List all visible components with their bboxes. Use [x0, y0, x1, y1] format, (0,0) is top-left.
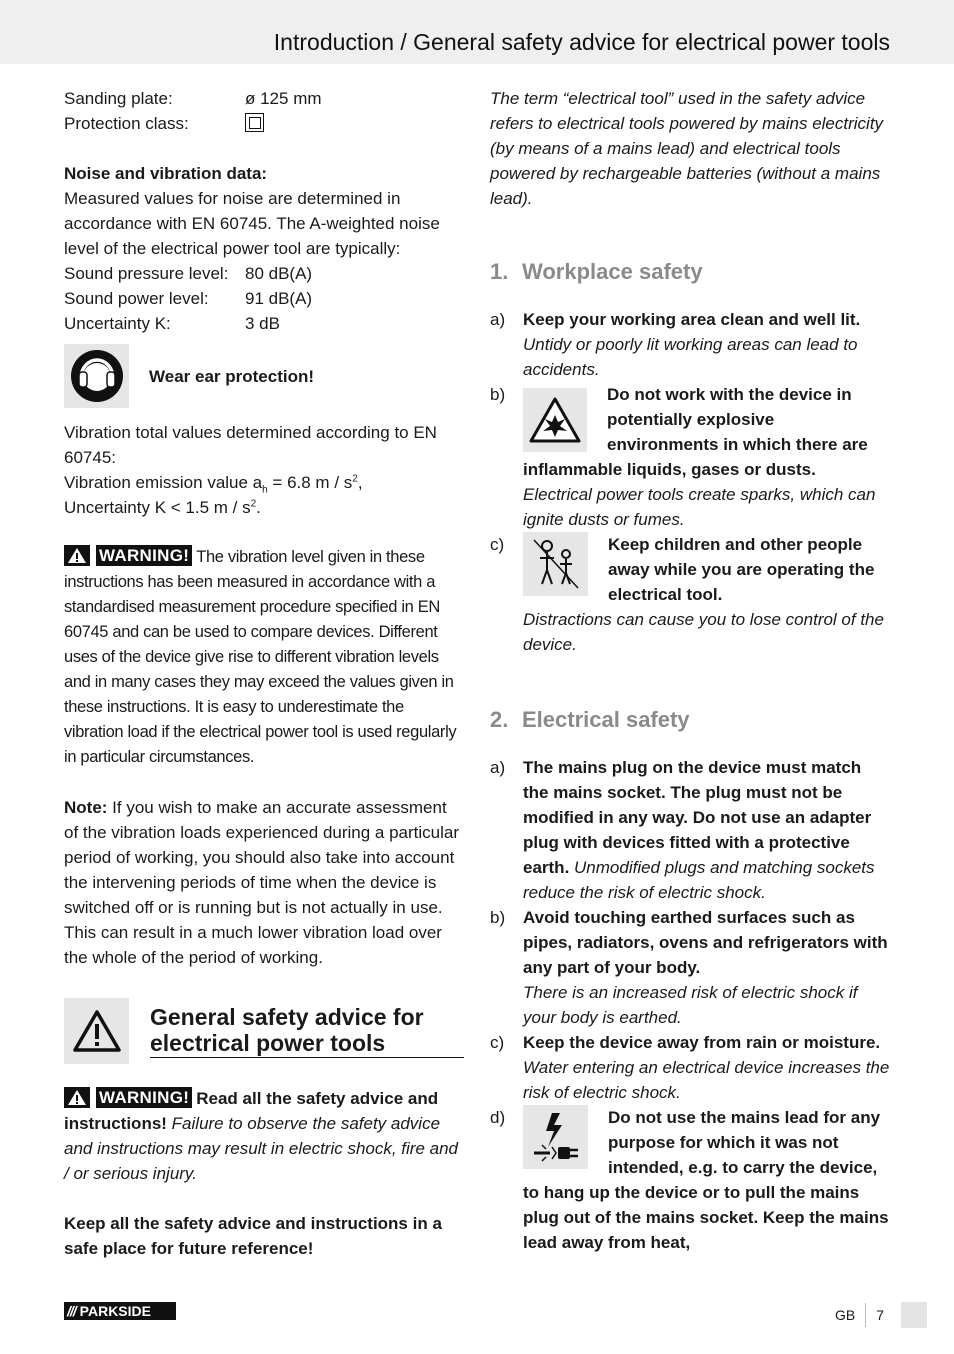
noise-text: Measured values for noise are determined in accordance with EN 60745. The A-weighted noise level of the electrical power tool are typically:	[64, 189, 440, 258]
heading-electrical-safety: 2. Electrical safety	[490, 707, 690, 732]
spec-label: Protection class:	[64, 114, 189, 133]
vibration-emission: Vibration emission value $a_h = 6.8$ m / $s^2$,	[64, 473, 363, 496]
noise-label: Sound power level:	[64, 289, 209, 308]
noise-label: Sound pressure level:	[64, 264, 229, 283]
noise-label: Uncertainty K:	[64, 314, 171, 333]
keep-instructions: Keep all the safety advice and instructions in a safe place for future reference!	[64, 1214, 442, 1258]
noise-value-row	[64, 286, 464, 311]
spec-value: ø 125 mm	[245, 89, 322, 108]
vibration-text: Vibration total values determined according to EN 60745:	[64, 423, 437, 467]
warning-italic-text: Failure to observe the safety advice and instructions may result in electric shock, fire and / or serious injury.	[64, 1114, 459, 1183]
warning-read-instructions	[64, 1086, 464, 1186]
noise-value-row	[64, 261, 464, 286]
warning-bold-text: Read all the safety advice and instructions!	[64, 1089, 439, 1133]
list-item: b) Avoid touching earthed surfaces such as pipes, radiators, ovens and refrigerators with any part of your body. There is an increased risk of electric shock if your body is earthed.	[490, 908, 888, 1027]
language-code: GB	[834, 1307, 856, 1323]
warning-triangle-icon	[64, 998, 129, 1064]
noise-heading: Noise and vibration data:	[64, 164, 268, 183]
parkside-logo: /// PARKSIDE	[64, 1302, 176, 1320]
page-number: 7	[876, 1307, 884, 1323]
section-title: General safety advice for electrical power tools	[150, 1004, 464, 1058]
warning-word: WARNING!	[96, 1087, 192, 1108]
page-header	[0, 0, 954, 64]
list-item: c) Keep children and other people away while you are operating the electrical tool. Distractions can cause you to lose control of the device.	[490, 532, 890, 657]
ear-protection-label: Wear ear protection!	[149, 366, 315, 386]
left-column	[64, 86, 464, 1261]
right-column	[490, 86, 890, 1255]
vibration-uncertainty: Uncertainty K < 1.5 m / $s^2$.	[64, 498, 261, 517]
explosion-hazard-icon	[523, 388, 587, 452]
list-item: a) The mains plug on the device must match the mains socket. The plug must not be modified in any way. Do not use an adapter plug with devices fitted with a protective earth. Unmodified plugs and matching sockets reduce the risk of electric shock.	[490, 758, 875, 902]
section-heading	[64, 998, 464, 1064]
warning-word: WARNING!	[96, 545, 192, 566]
list-item: d) Do not use the mains lead for any purpose for which it was not intended, e.g. to carry the device, to hang up the device or to pull the mains plug out of the mains socket. Keep the mains lead away from heat,	[490, 1105, 890, 1255]
warning-label	[64, 1087, 192, 1108]
ear-protection-icon	[64, 344, 129, 408]
warning-vibration	[64, 545, 464, 770]
list-item: b) Do not work with the device in potentially explosive environments in which there are inflammable liquids, gases or dusts. Electrical power tools create sparks, which can ignite dusts or fumes.	[490, 385, 876, 529]
warning-triangle-icon	[64, 1087, 90, 1108]
footer-divider	[865, 1303, 866, 1327]
spec-label: Sanding plate:	[64, 89, 173, 108]
warning-label	[64, 545, 192, 566]
protection-class-ii-icon	[245, 113, 264, 132]
noise-value-row	[64, 311, 464, 336]
list-item: c) Keep the device away from rain or moisture. Water entering an electrical device increases the risk of electric shock.	[490, 1033, 890, 1102]
warning-triangle-icon	[64, 545, 90, 566]
note-label: Note:	[64, 798, 108, 817]
noise-value: 3 dB	[245, 314, 280, 333]
note-text: If you wish to make an accurate assessment of the vibration loads experienced during a particular period of working, you should also take into account the intervening periods of time when the device is switched off or is running but is not actually in use. This can result in a much lower vibration load over the whole of the period of working.	[64, 798, 460, 967]
list-item: a) Keep your working area clean and well lit. Untidy or poorly lit working areas can lead to accidents.	[490, 310, 861, 379]
warning-text: The vibration level given in these instructions has been measured in accordance with a standardised measurement procedure specified in EN 60745 and can be used to compare devices. Different uses of the device give rise to different vibration levels and in many cases they may exceed the values given in these instructions. It is easy to underestimate the vibration load if the electrical power tool is used regularly in particular circumstances.	[64, 548, 457, 766]
page-footer	[835, 1302, 927, 1328]
electric-cable-hazard-icon	[523, 1105, 588, 1169]
page-title: Introduction / General safety advice for electrical power tools	[273, 29, 890, 55]
noise-value: 80 dB(A)	[245, 264, 313, 283]
ear-protection-notice	[64, 344, 464, 408]
spec-protection-class	[64, 111, 464, 136]
keep-children-away-icon	[523, 532, 588, 596]
noise-value: 91 dB(A)	[245, 289, 313, 308]
page-tab-marker	[901, 1302, 927, 1328]
note-paragraph	[64, 795, 464, 970]
heading-workplace-safety: 1. Workplace safety	[490, 259, 703, 284]
intro-text: The term “electrical tool” used in the safety advice refers to electrical tools powered by mains electricity (by means of a mains lead) and electrical tools powered by rechargeable batteries (without a mains lead).	[490, 89, 884, 208]
spec-sanding-plate	[64, 86, 464, 111]
